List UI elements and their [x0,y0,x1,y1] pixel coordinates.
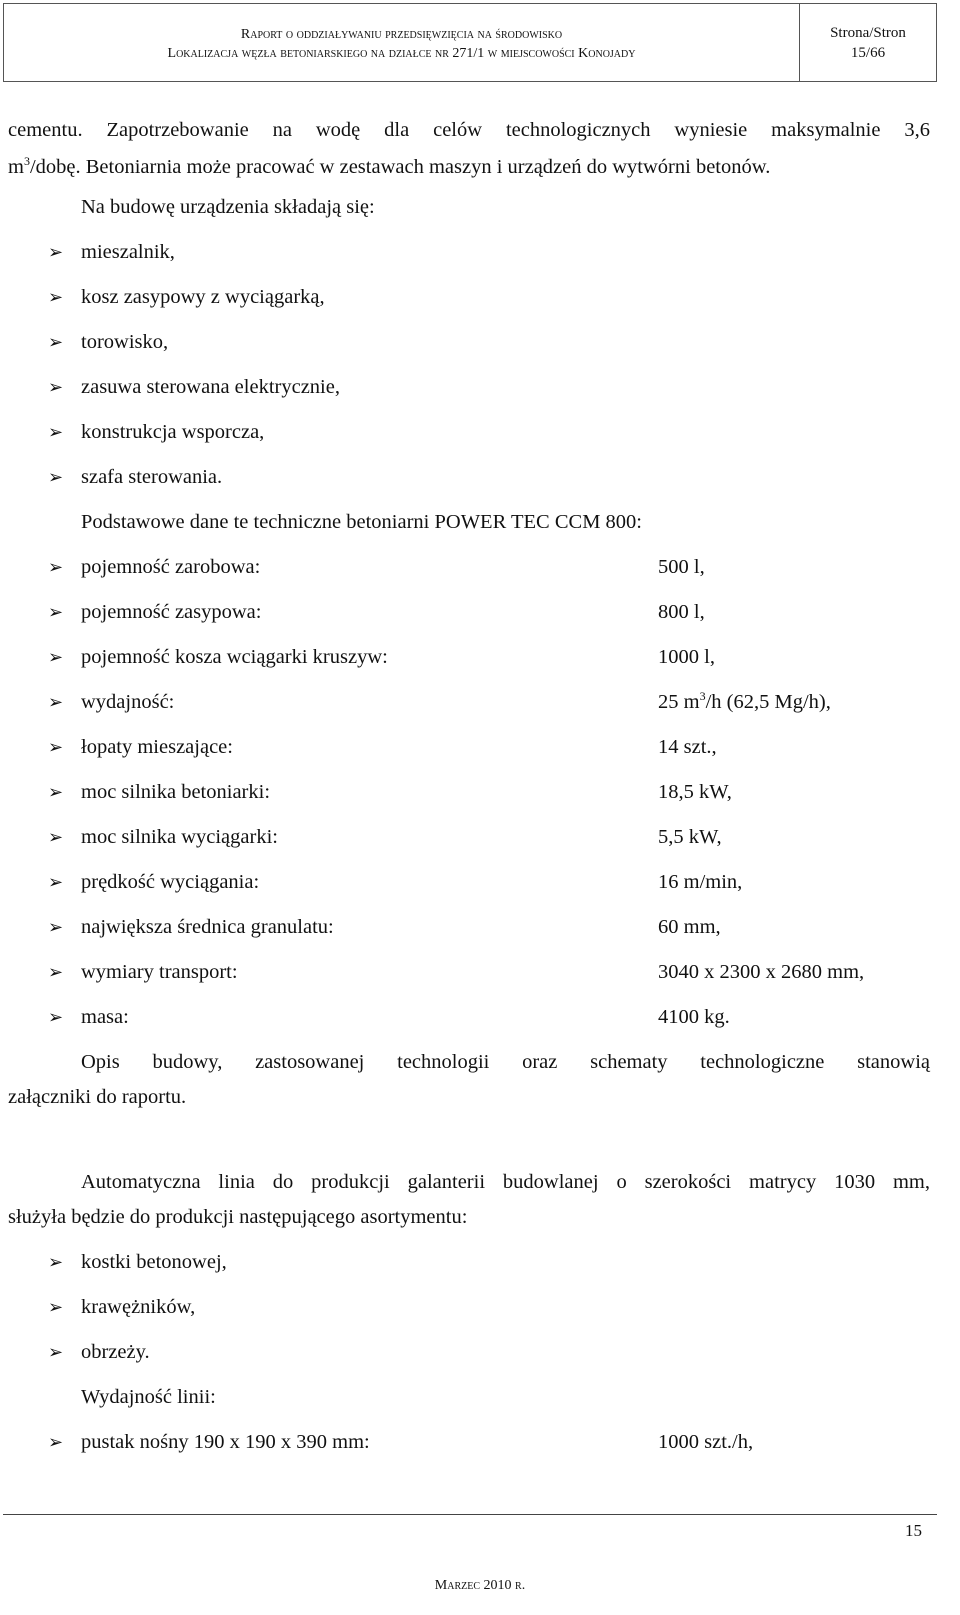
opis-line-2: załączniki do raportu. [8,1086,187,1108]
bullet-arrow-icon: ➢ [48,1007,64,1027]
intro-line-2-text: /dobę. Betoniarnia może pracować w zestawach maszyn i urządzeń do wytwórni betonów. [29,156,771,178]
spec-label: pojemność kosza wciągarki kruszyw: [81,646,388,668]
component-item: zasuwa sterowana elektrycznie, [81,376,340,398]
page-header [3,3,937,82]
bullet-arrow-icon: ➢ [48,1252,64,1272]
bullet-arrow-icon: ➢ [48,692,64,712]
bullet-arrow-icon: ➢ [48,467,64,487]
bullet-arrow-icon: ➢ [48,332,64,352]
spec-label: masa: [81,1006,129,1028]
opis-line-1: Opis budowy, zastosowanej technologii oraz schematy technologiczne stanowią [81,1051,930,1073]
spec-value: 16 m/min, [658,871,743,893]
bullet-arrow-icon: ➢ [48,422,64,442]
spec-value-unit: 25 m [658,691,700,713]
bullet-arrow-icon: ➢ [48,827,64,847]
header-page-info [800,4,936,81]
bullet-arrow-icon: ➢ [48,647,64,667]
header-title-line2: Lokalizacja węzła betoniarskiego na działce nr 271/1 w miejscowości Konojady [167,45,636,61]
spec-label: wydajność: [81,691,175,713]
intro-line-1: cementu. Zapotrzebowanie na wodę dla celów technologicznych wyniesie maksymalnie 3,6 [8,119,930,141]
spec-value: 1000 l, [658,646,715,668]
spec-label: wymiary transport: [81,961,238,983]
header-page-label: Strona/Stron [830,24,906,41]
spec-value: 14 szt., [658,736,717,758]
component-item: konstrukcja wsporcza, [81,421,265,443]
bullet-arrow-icon: ➢ [48,872,64,892]
bullet-arrow-icon: ➢ [48,287,64,307]
bullet-arrow-icon: ➢ [48,557,64,577]
spec-label: pojemność zasypowa: [81,601,262,623]
product-item: kostki betonowej, [81,1251,227,1273]
spec-value: 3040 x 2300 x 2680 mm, [658,961,865,983]
header-page-value: 15/66 [850,44,886,61]
intro-unit: m [8,156,24,178]
bullet-arrow-icon: ➢ [48,782,64,802]
spec-value: 60 mm, [658,916,721,938]
spec-label: największa średnica granulatu: [81,916,334,938]
output-value: 1000 szt./h, [658,1431,754,1453]
spec-value-exponent: 3 [699,689,706,703]
bullet-arrow-icon: ➢ [48,1342,64,1362]
footer-page-number: 15 [905,1521,922,1540]
spec-value: 4100 kg. [658,1006,730,1028]
header-title [4,4,800,81]
wydajnosc-heading: Wydajność linii: [81,1386,216,1408]
component-item: szafa sterowania. [81,466,223,488]
bullet-arrow-icon: ➢ [48,242,64,262]
component-item: mieszalnik, [81,241,175,263]
spec-value [658,689,831,715]
bullet-arrow-icon: ➢ [48,737,64,757]
bullet-arrow-icon: ➢ [48,962,64,982]
component-item: torowisko, [81,331,169,353]
product-item: krawężników, [81,1296,196,1318]
footer-date: Marzec 2010 r. [434,1578,526,1593]
header-title-line1: Raport o oddziaływaniu przedsięwzięcia na środowisko [240,26,563,42]
spec-value: 800 l, [658,601,705,623]
bullet-arrow-icon: ➢ [48,602,64,622]
footer-divider [3,1514,937,1515]
output-label: pustak nośny 190 x 190 x 390 mm: [81,1431,370,1453]
spec-value: 5,5 kW, [658,826,722,848]
spec-label: moc silnika betoniarki: [81,781,271,803]
bullet-arrow-icon: ➢ [48,1432,64,1452]
product-item: obrzeży. [81,1341,150,1363]
bullet-arrow-icon: ➢ [48,917,64,937]
spec-value-rest: /h (62,5 Mg/h), [705,691,831,713]
component-item: kosz zasypowy z wyciągarką, [81,286,325,308]
spec-label: pojemność zarobowa: [81,556,261,578]
spec-value: 18,5 kW, [658,781,732,803]
bullet-arrow-icon: ➢ [48,1297,64,1317]
spec-value: 500 l, [658,556,705,578]
components-heading: Na budowę urządzenia składają się: [81,196,375,218]
line-section-line-1: Automatyczna linia do produkcji galanterii budowlanej o szerokości matrycy 1030 mm, [81,1171,930,1193]
intro-unit-exponent: 3 [23,154,30,168]
spec-label: łopaty mieszające: [81,736,233,758]
spec-label: prędkość wyciągania: [81,871,260,893]
line-section-line-2: służyła będzie do produkcji następującego asortymentu: [8,1206,468,1228]
spec-label: moc silnika wyciągarki: [81,826,278,848]
intro-line-2 [8,154,770,180]
bullet-arrow-icon: ➢ [48,377,64,397]
specs-heading: Podstawowe dane te techniczne betoniarni POWER TEC CCM 800: [81,511,642,533]
